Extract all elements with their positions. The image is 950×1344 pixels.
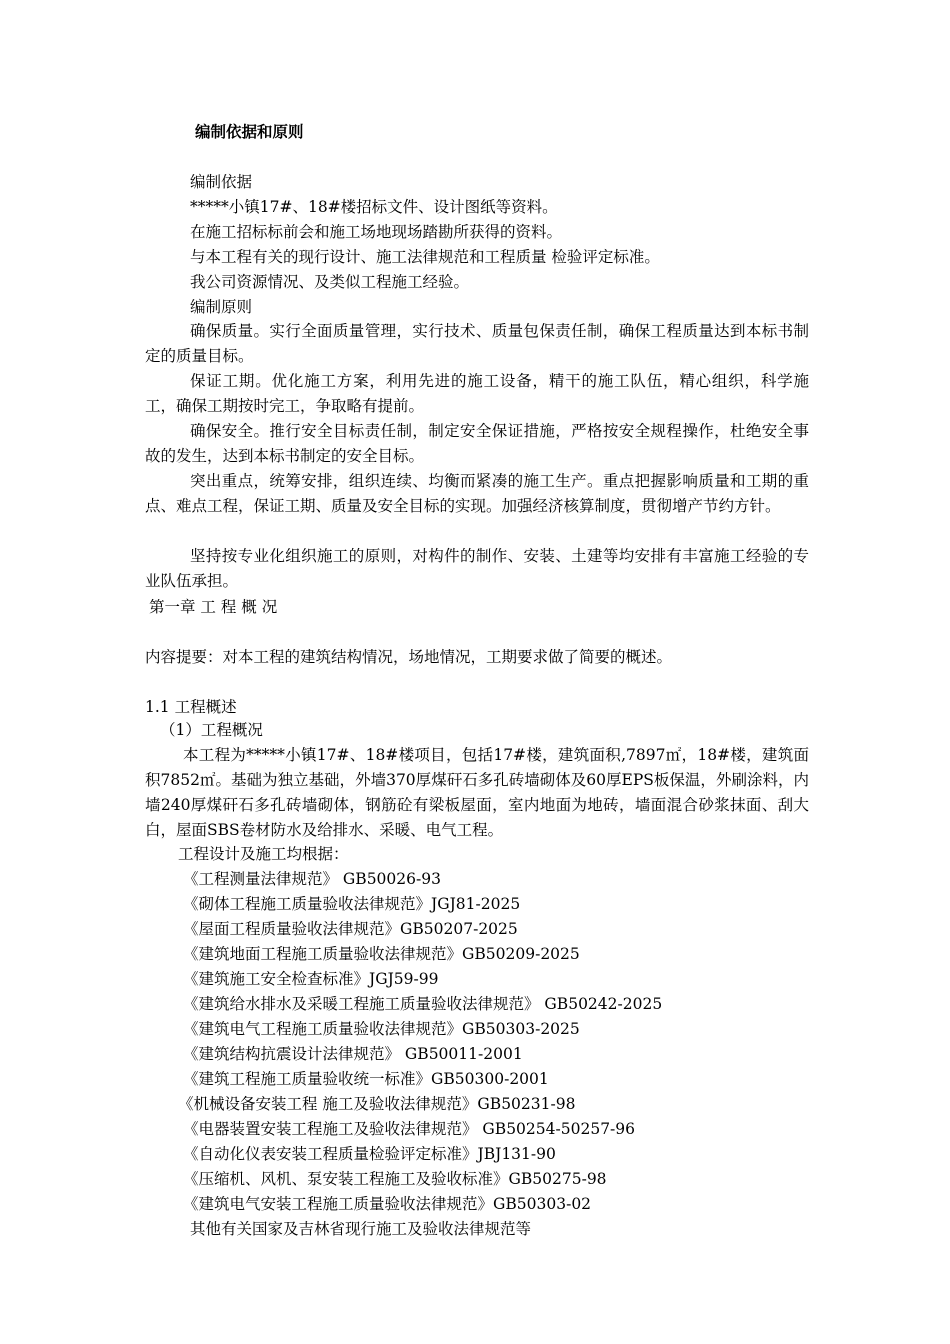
standard-item: 《屋面工程质量验收法律规范》GB50207-2025 xyxy=(183,920,518,938)
standard-item: 《建筑给水排水及采暖工程施工质量验收法律规范》 GB50242-2025 xyxy=(183,995,663,1013)
basis-item: 在施工招标标前会和施工场地现场踏勘所获得的资料。 xyxy=(190,223,563,241)
basis-item: 我公司资源情况、及类似工程施工经验。 xyxy=(190,273,470,291)
chapter-title: 第一章 工 程 概 况 xyxy=(149,598,278,616)
principle-paragraph: 坚持按专业化组织施工的原则，对构件的制作、安装、土建等均安排有丰富施工经验的专业队伍承担。 xyxy=(145,547,809,590)
standard-item: 《建筑施工安全检查标准》JGJ59-99 xyxy=(183,970,439,988)
standard-item: 《电器装置安装工程施工及验收法律规范》 GB50254-50257-96 xyxy=(183,1120,636,1138)
document-title: 编制依据和原则 xyxy=(195,123,304,141)
standards-intro: 工程设计及施工均根据： xyxy=(178,845,349,863)
closing-line: 其他有关国家及吉林省现行施工及验收法律规范等 xyxy=(190,1220,532,1238)
principle-paragraph: 突出重点，统筹安排，组织连续、均衡而紧凑的施工生产。重点把握影响质量和工期的重点、难点工程，保证工期、质量及安全目标的实现。加强经济核算制度，贯彻增产节约方针。 xyxy=(145,472,809,515)
principle-paragraph: 确保质量。实行全面质量管理，实行技术、质量包保责任制，确保工程质量达到本标书制定的质量目标。 xyxy=(145,322,809,365)
standard-item: 《压缩机、风机、泵安装工程施工及验收标准》GB50275-98 xyxy=(183,1170,607,1188)
chapter-summary: 内容提要：对本工程的建筑结构情况，场地情况，工期要求做了简要的概述。 xyxy=(145,648,673,666)
standard-item: 《建筑电气安装工程施工质量验收法律规范》GB50303-02 xyxy=(183,1195,592,1213)
standard-item: 《建筑工程施工质量验收统一标准》GB50300-2001 xyxy=(183,1070,549,1088)
section-title: 1.1 工程概述 xyxy=(145,698,237,716)
standard-item: 《建筑结构抗震设计法律规范》 GB50011-2001 xyxy=(183,1045,523,1063)
principle-paragraph: 确保安全。推行安全目标责任制，制定安全保证措施，严格按安全规程操作，杜绝安全事故的发生，达到本标书制定的安全目标。 xyxy=(145,422,809,465)
standard-item: 《砌体工程施工质量验收法律规范》JGJ81-2025 xyxy=(183,895,521,913)
principle-paragraph: 保证工期。优化施工方案，利用先进的施工设备，精干的施工队伍，精心组织，科学施工，确保工期按时完工，争取略有提前。 xyxy=(145,372,809,415)
overview-paragraph: 本工程为*****小镇17#、18#楼项目，包括17#楼，建筑面积,7897㎡，18#楼，建筑面积7852㎡。基础为独立基础，外墙370厚煤矸石多孔砖墙砌体及60厚EPS板保温，外刷涂料，内墙240厚煤矸石多孔砖墙砌体，钢筋砼有梁板屋面，室内地面为地砖，墙面混合砂浆抹面、刮大白，屋面SBS卷材防水及给排水、采暖、电气工程。 xyxy=(145,746,809,839)
standard-item: 《机械设备安装工程 施工及验收法律规范》GB50231-98 xyxy=(178,1095,576,1113)
standard-item: 《建筑电气工程施工质量验收法律规范》GB50303-2025 xyxy=(183,1020,580,1038)
basis-heading: 编制依据 xyxy=(190,173,253,191)
standard-item: 《工程测量法律规范》 GB50026-93 xyxy=(183,870,441,888)
basis-item: *****小镇17#、18#楼招标文件、设计图纸等资料。 xyxy=(190,198,558,216)
standard-item: 《建筑地面工程施工质量验收法律规范》GB50209-2025 xyxy=(183,945,580,963)
subsection-title: （1）工程概况 xyxy=(160,721,263,739)
standard-item: 《自动化仪表安装工程质量检验评定标准》JBJ131-90 xyxy=(183,1145,556,1163)
basis-item: 与本工程有关的现行设计、施工法律规范和工程质量 检验评定标准。 xyxy=(190,248,660,266)
principles-heading: 编制原则 xyxy=(190,298,253,316)
